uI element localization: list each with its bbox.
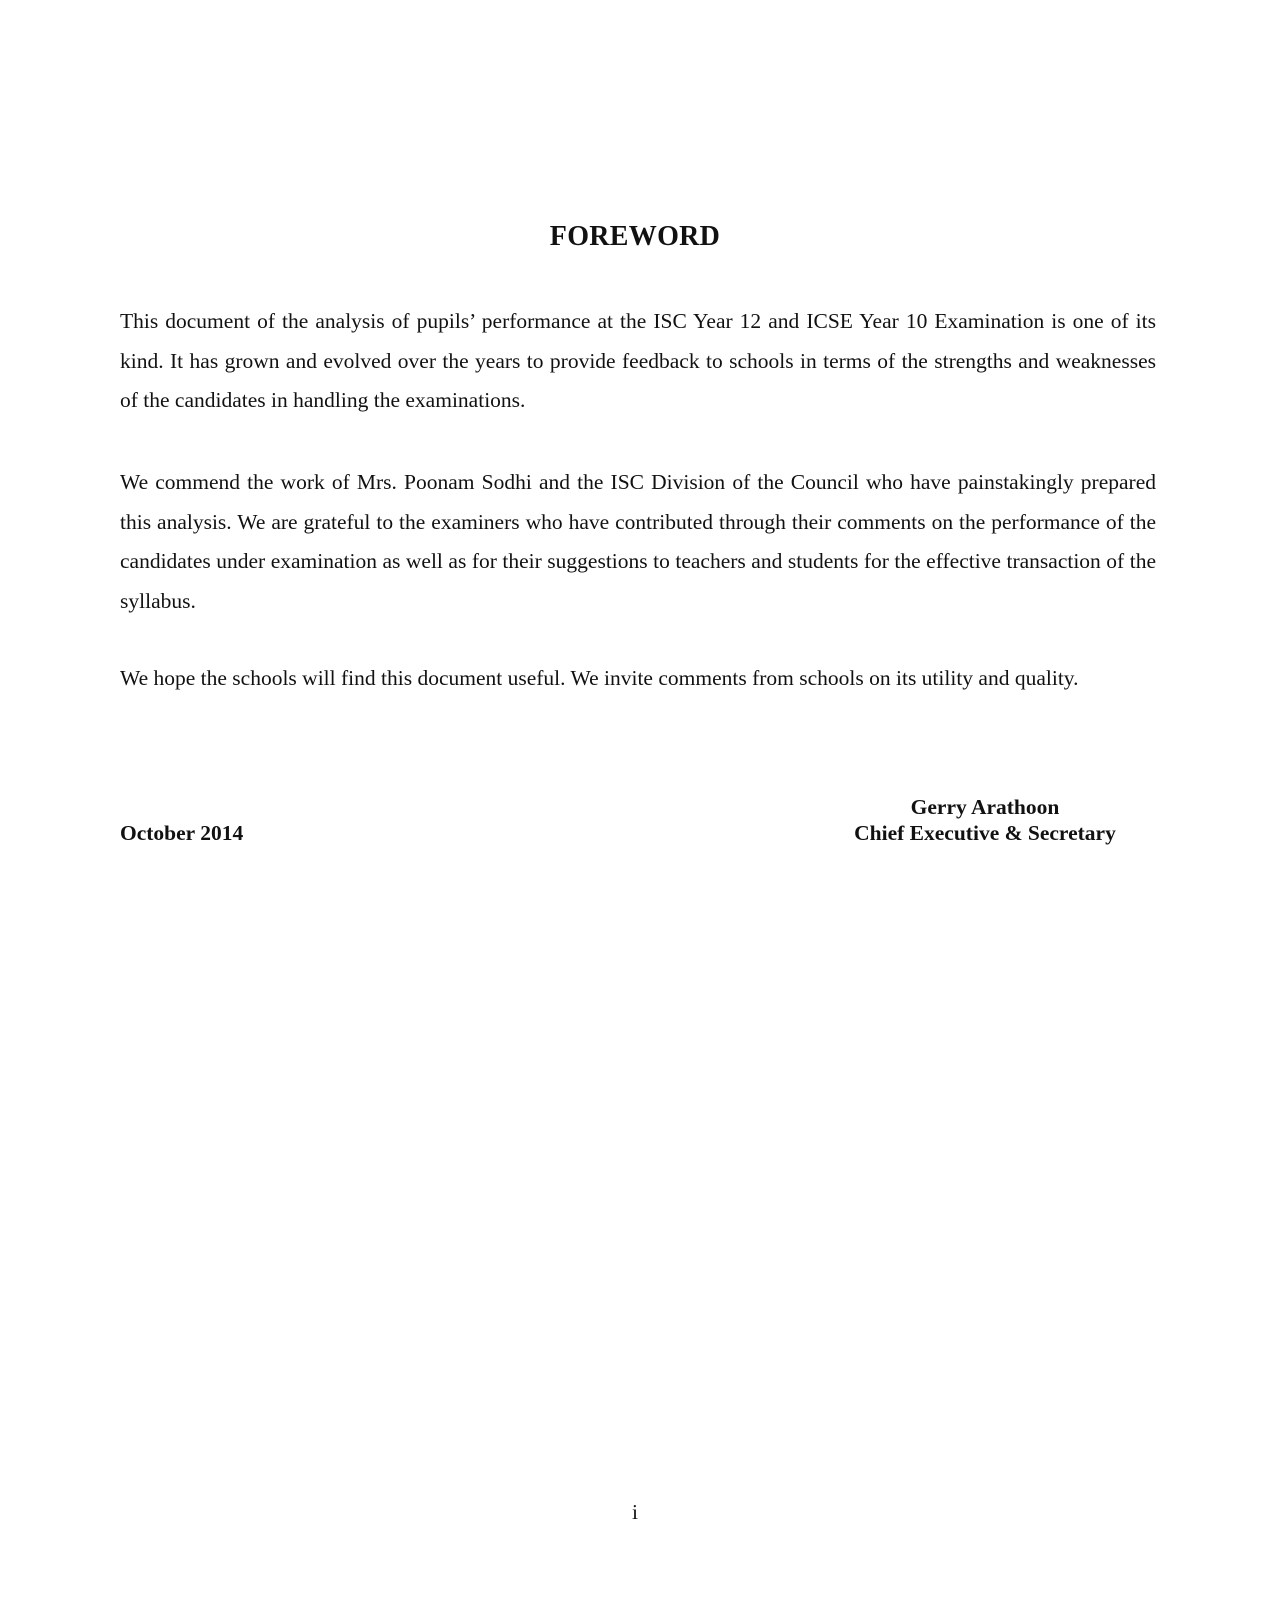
signatory-name: Gerry Arathoon <box>910 795 1060 819</box>
foreword-paragraph-3: We hope the schools will find this document useful. We invite comments from schools on its utility and quality. <box>120 666 1079 690</box>
signatory-role: Chief Executive & Secretary <box>854 821 1116 845</box>
document-date: October 2014 <box>120 821 244 845</box>
foreword-paragraph-1: This document of the analysis of pupils’ performance at the ISC Year 12 and ICSE Year 10 Examination is one of its kind. It has grown and evolved over the years to provide feedback to schools in terms of the strengths and weaknesses of the candidates in handling the examinations. <box>120 309 1156 412</box>
page-number: i <box>632 1500 638 1524</box>
foreword-paragraph-2: We commend the work of Mrs. Poonam Sodhi and the ISC Division of the Council who have painstakingly prepared this analysis. We are grateful to the examiners who have contributed through their comments on the performance of the candidates under examination as well as for their suggestions to teachers and students for the effective transaction of the syllabus. <box>120 470 1156 613</box>
page-title: FOREWORD <box>549 221 721 252</box>
